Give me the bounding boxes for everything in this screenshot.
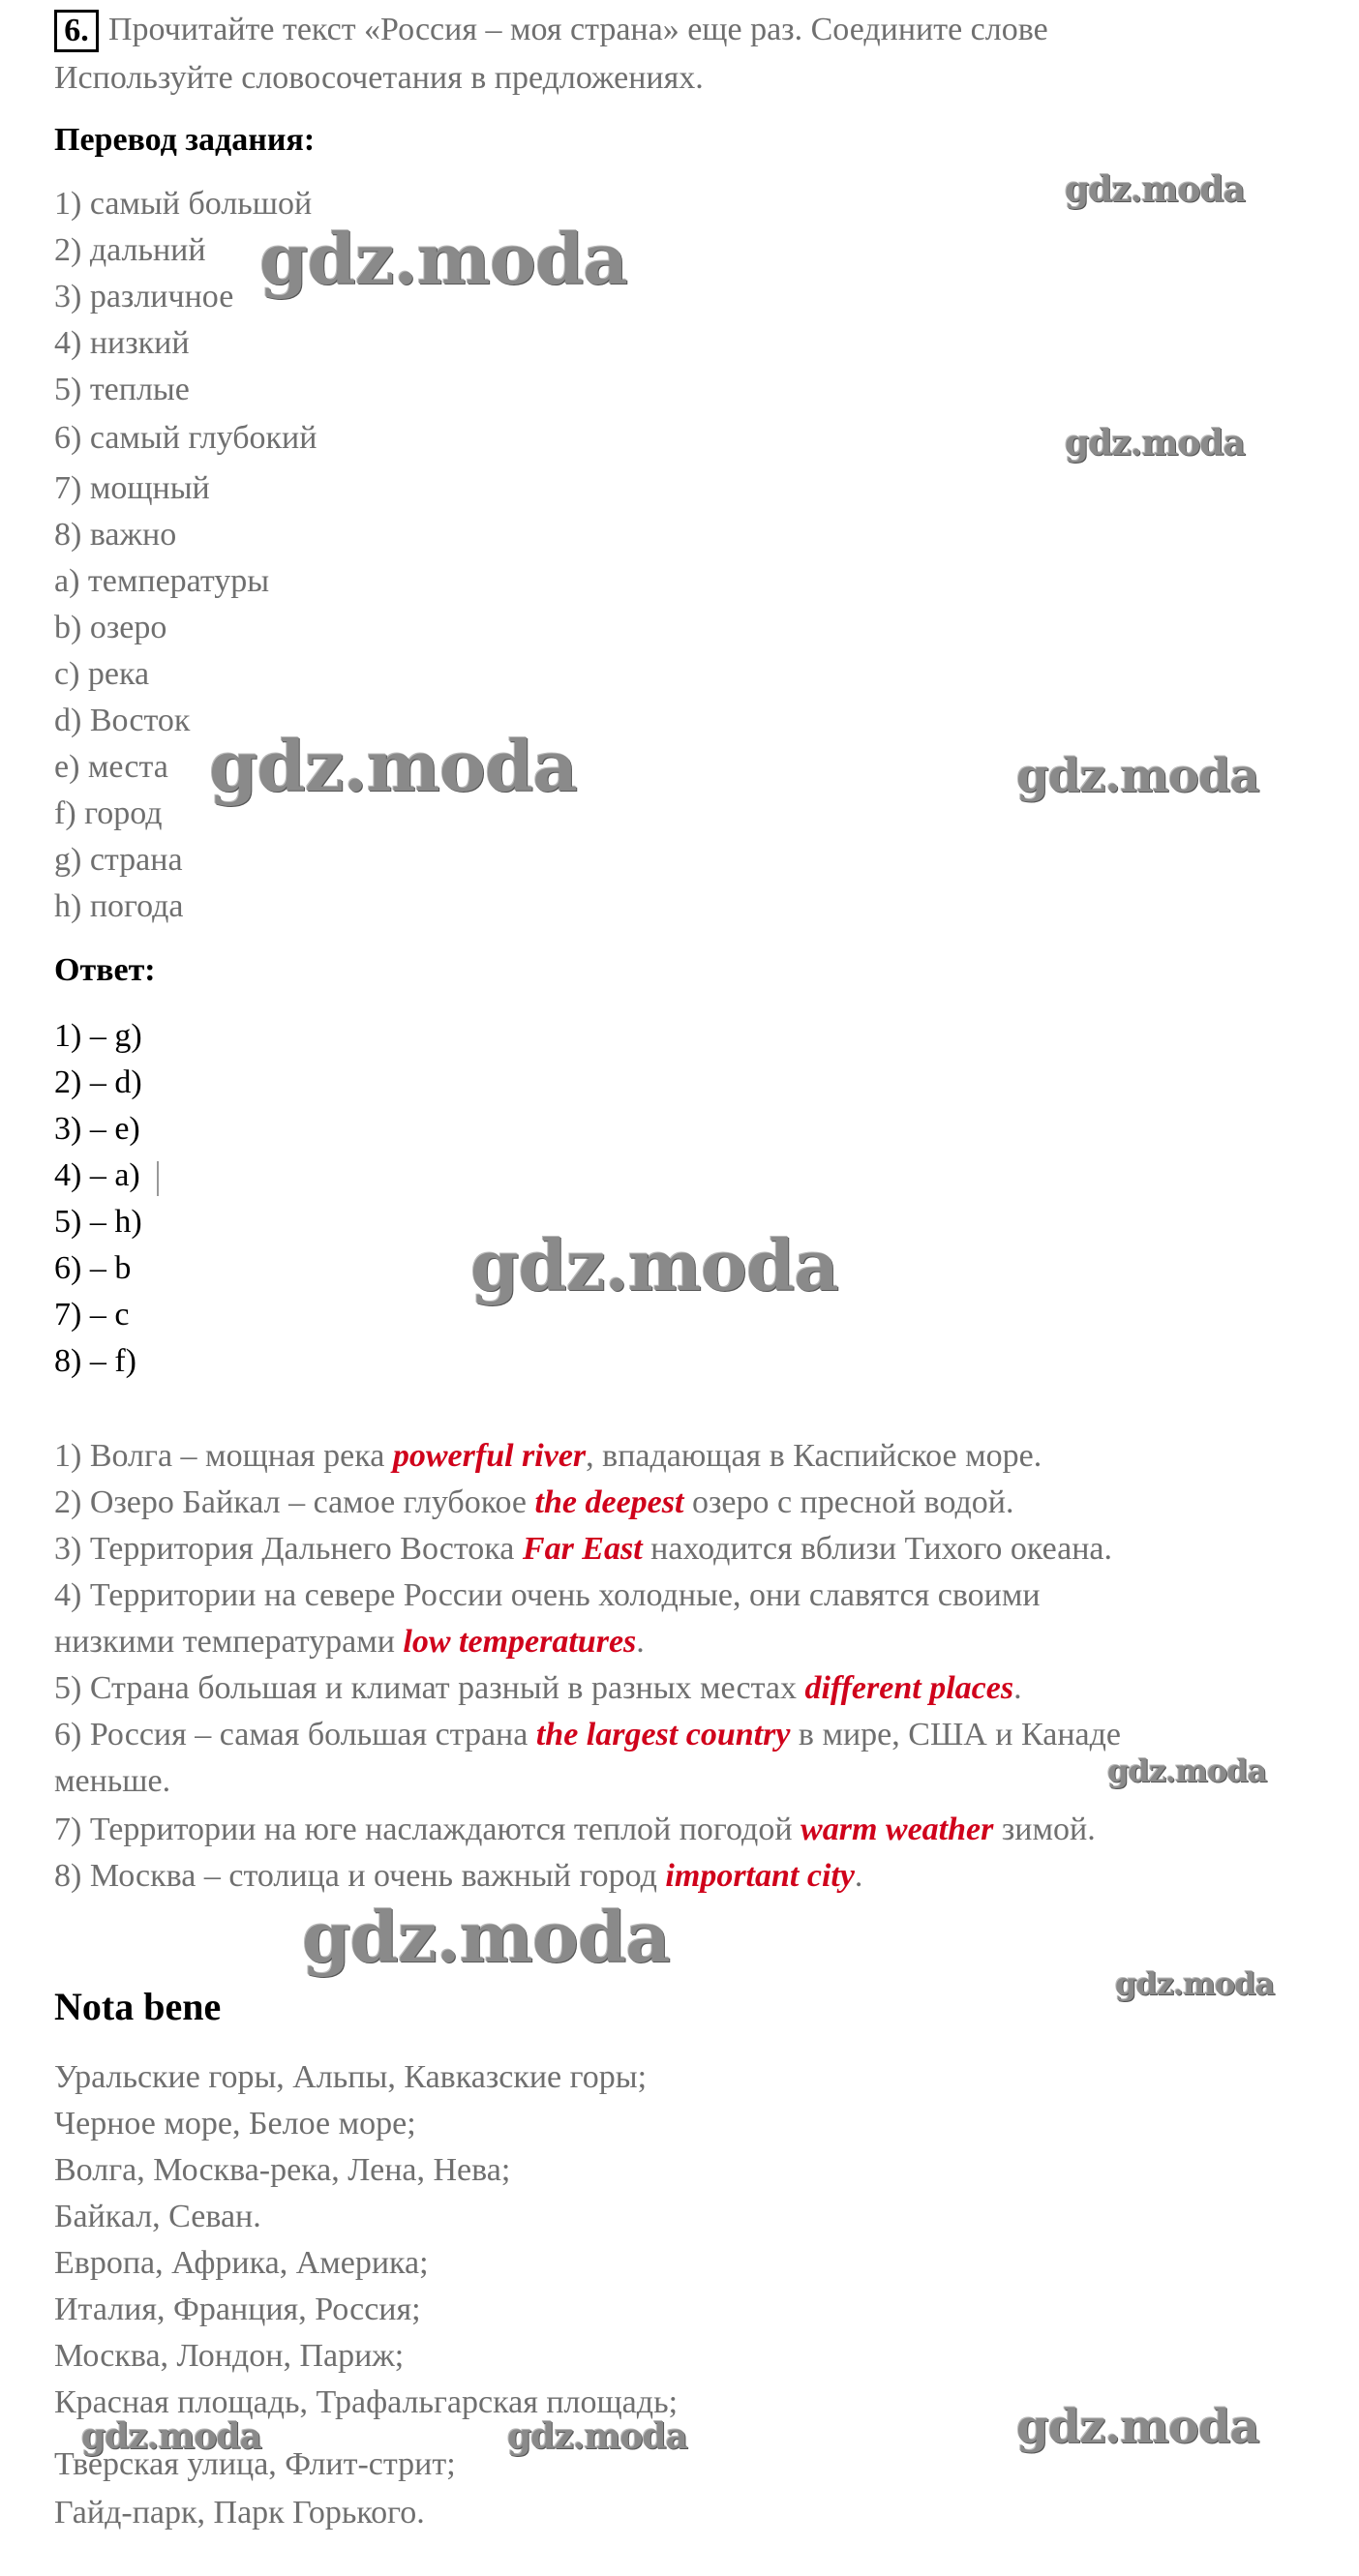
sentence-6b: меньше. bbox=[54, 1763, 171, 1799]
nota-bene-item: Волга, Москва-река, Лена, Нева; bbox=[54, 2152, 511, 2188]
watermark: gdz.moda bbox=[1016, 749, 1259, 803]
translation-heading: Перевод задания: bbox=[54, 122, 316, 158]
nota-bene-item: Москва, Лондон, Париж; bbox=[54, 2338, 405, 2374]
nota-bene-item: Гайд-парк, Парк Горького. bbox=[54, 2495, 425, 2531]
translation-item: 3) различное bbox=[54, 279, 234, 315]
translation-item: 7) мощный bbox=[54, 470, 210, 506]
watermark: gdz.moda bbox=[259, 218, 627, 300]
answer-pair: 6) – b bbox=[54, 1250, 132, 1286]
watermark: gdz.moda bbox=[1065, 423, 1245, 464]
sentence-5: 5) Страна большая и климат разный в разных местах different places. bbox=[54, 1670, 1022, 1706]
translation-item: 6) самый глубокий bbox=[54, 420, 317, 456]
watermark: gdz.moda bbox=[1107, 1752, 1267, 1789]
nota-bene-item: Байкал, Севан. bbox=[54, 2199, 261, 2234]
answer-pair: 2) – d) bbox=[54, 1064, 142, 1100]
nota-bene-item: Тверская улица, Флит-стрит; bbox=[54, 2446, 456, 2482]
answer-pair: 4) – a) bbox=[54, 1157, 140, 1193]
answer-heading: Ответ: bbox=[54, 952, 156, 988]
answer-pair: 5) – h) bbox=[54, 1204, 142, 1240]
translation-item: f) город bbox=[54, 795, 163, 831]
nota-bene-item: Европа, Африка, Америка; bbox=[54, 2245, 429, 2281]
watermark: gdz.moda bbox=[507, 2416, 687, 2457]
translation-item: a) температуры bbox=[54, 563, 270, 599]
answer-pair: 3) – e) bbox=[54, 1111, 140, 1147]
translation-item: h) погода bbox=[54, 888, 184, 924]
sentence-4b: низкими температурами low temperatures. bbox=[54, 1624, 645, 1660]
watermark: gdz.moda bbox=[81, 2416, 261, 2457]
nota-bene-item: Италия, Франция, Россия; bbox=[54, 2291, 421, 2327]
nota-bene-heading: Nota bene bbox=[54, 1985, 222, 2028]
nota-bene-item: Черное море, Белое море; bbox=[54, 2106, 416, 2142]
watermark: gdz.moda bbox=[1115, 1965, 1275, 2002]
watermark: gdz.moda bbox=[209, 725, 577, 807]
sentence-7: 7) Территории на юге наслаждаются теплой погодой warm weather зимой. bbox=[54, 1812, 1096, 1847]
answer-pair: 7) – c bbox=[54, 1297, 130, 1333]
translation-item: 2) дальний bbox=[54, 232, 206, 268]
watermark: gdz.moda bbox=[470, 1224, 838, 1306]
watermark: gdz.moda bbox=[1065, 169, 1245, 210]
translation-item: b) озеро bbox=[54, 610, 167, 645]
nota-bene-item: Уральские горы, Альпы, Кавказские горы; bbox=[54, 2059, 648, 2095]
translation-item: d) Восток bbox=[54, 703, 191, 738]
sentence-8: 8) Москва – столица и очень важный город important city. bbox=[54, 1858, 863, 1894]
translation-item: 8) важно bbox=[54, 517, 177, 553]
sentence-6a: 6) Россия – самая большая страна the largest country в мире, США и Канаде bbox=[54, 1717, 1121, 1752]
task-number: 6. bbox=[54, 10, 99, 52]
sentence-3: 3) Территория Дальнего Востока Far East находится вблизи Тихого океана. bbox=[54, 1531, 1112, 1567]
task-line-2: Используйте словосочетания в предложениях. bbox=[54, 60, 704, 96]
answer-pair: 1) – g) bbox=[54, 1018, 142, 1054]
translation-item: g) страна bbox=[54, 842, 183, 878]
task-line-1: Прочитайте текст «Россия – моя страна» еще раз. Соедините слове bbox=[108, 12, 1048, 47]
translation-item: 5) теплые bbox=[54, 372, 190, 407]
translation-item: e) места bbox=[54, 749, 168, 785]
translation-item: 4) низкий bbox=[54, 325, 190, 361]
watermark: gdz.moda bbox=[1016, 2400, 1259, 2454]
answer-pair: 8) – f) bbox=[54, 1343, 136, 1379]
sentence-2: 2) Озеро Байкал – самое глубокое the deepest озеро с пресной водой. bbox=[54, 1484, 1014, 1520]
sentence-1: 1) Волга – мощная река powerful river, впадающая в Каспийское море. bbox=[54, 1438, 1042, 1474]
nota-bene-item: Красная площадь, Трафальгарская площадь; bbox=[54, 2384, 679, 2420]
translation-item: c) река bbox=[54, 656, 150, 692]
edit-mark bbox=[157, 1161, 159, 1196]
watermark: gdz.moda bbox=[302, 1896, 670, 1978]
sentence-4a: 4) Территории на севере России очень холодные, они славятся своими bbox=[54, 1577, 1041, 1613]
translation-item: 1) самый большой bbox=[54, 186, 313, 222]
